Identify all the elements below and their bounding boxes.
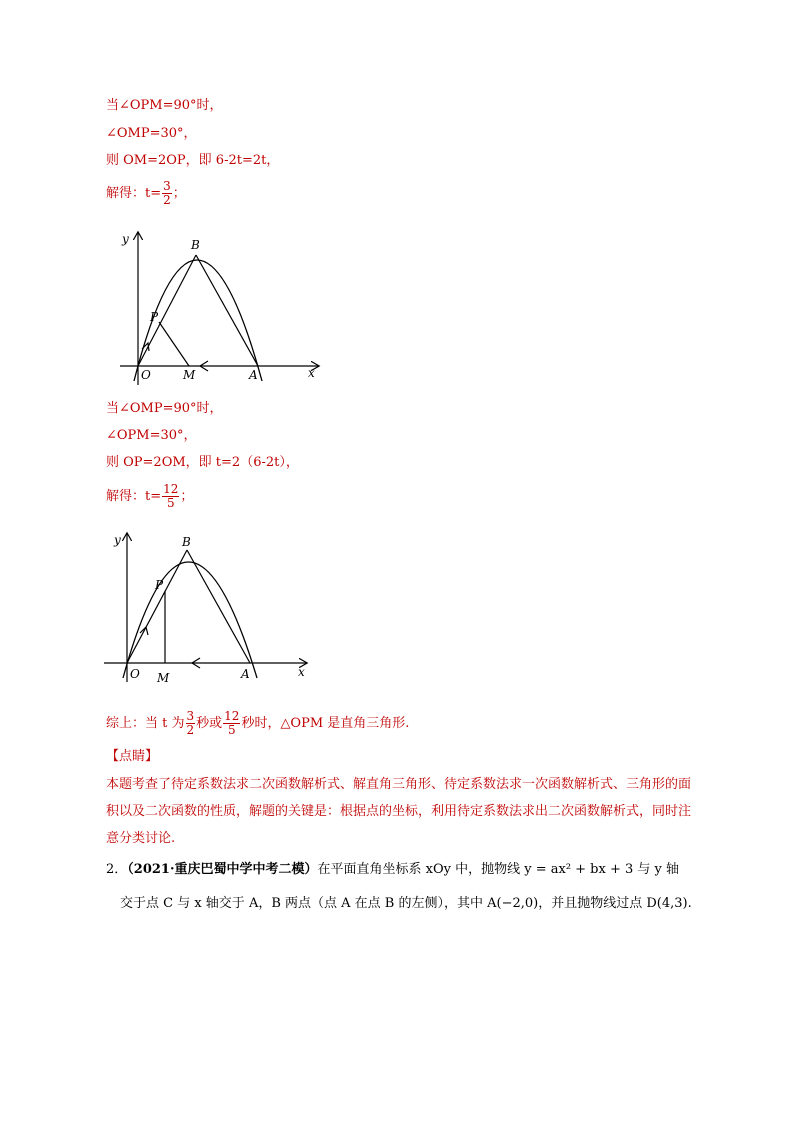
segment-BA: [187, 550, 250, 663]
case1-line2: ∠OMP=30°，: [106, 126, 197, 141]
label-A: A: [249, 368, 258, 382]
summary-prefix: 综上：当 t 为: [106, 716, 185, 731]
summary-f1-num: 3: [186, 709, 195, 723]
parabola: [123, 562, 257, 678]
label-B: B: [182, 535, 191, 549]
case2-line1: 当∠OMP=90°时，: [106, 401, 223, 416]
segment-OB: [127, 550, 187, 663]
case2-line3: 则 OP=2OM，即 t=2（6-2t），: [106, 455, 299, 470]
label-M: M: [157, 671, 170, 685]
question-number: 2．: [106, 862, 128, 877]
summary-f2-den: 5: [227, 723, 236, 737]
label-B: B: [191, 238, 200, 252]
case1-frac-den: 2: [163, 193, 171, 207]
summary-mid: 秒或: [196, 716, 223, 731]
case2-solution-suffix: ；: [180, 489, 194, 504]
segment-PM: [159, 322, 189, 366]
summary-line: [106, 710, 409, 737]
question-text-a: 在平面直角坐标系 xOy 中，抛物线 y = ax² + bx + 3 与 y 轴: [317, 862, 680, 877]
comment-body: 本题考查了待定系数法求二次函数解析式、解直角三角形、待定系数法求一次函数解析式、三角形的面积以及二次函数的性质，解题的关键是：根据点的坐标，利用待定系数法求出二次函数解析式，同时注意分类讨论.: [106, 777, 692, 846]
segment-OB: [138, 255, 196, 366]
case1-solution-prefix: 解得：t=: [106, 186, 162, 201]
summary-f1-den: 2: [186, 723, 195, 737]
comment-heading: 【点睛】: [106, 749, 159, 764]
case2-solution-prefix: 解得：t=: [106, 489, 162, 504]
label-y: y: [122, 232, 129, 246]
figure-1: [110, 225, 325, 390]
label-O: O: [130, 667, 140, 681]
summary-fraction-1: [186, 710, 196, 737]
case2-fraction: [162, 483, 179, 510]
label-P: P: [155, 578, 164, 592]
label-O: O: [141, 368, 151, 382]
label-P: P: [150, 310, 159, 324]
label-M: M: [183, 368, 196, 382]
case2-frac-den: 5: [166, 496, 175, 510]
summary-suffix: 秒时，△OPM 是直角三角形.: [241, 716, 410, 731]
case2-solution: [106, 483, 193, 510]
label-x: x: [298, 665, 305, 679]
label-y: y: [114, 533, 121, 547]
label-x: x: [308, 366, 315, 380]
summary-fraction-2: [223, 710, 240, 737]
case1-solution: [106, 180, 186, 207]
question-source: （2021·重庆巴蜀中学中考二模）: [127, 862, 318, 877]
label-A: A: [241, 667, 250, 681]
case1-line3: 则 OM=2OP，即 6-2t=2t，: [106, 153, 280, 168]
summary-f2-num: 12: [224, 709, 240, 723]
case2-line2: ∠OPM=30°，: [106, 428, 197, 443]
case1-line1: 当∠OPM=90°时，: [106, 98, 223, 113]
figure-2: [100, 530, 315, 690]
case2-frac-num: 12: [163, 482, 179, 496]
case1-solution-suffix: ；: [172, 186, 186, 201]
segment-BA: [196, 255, 258, 366]
case1-fraction: [162, 180, 172, 207]
case1-frac-num: 3: [163, 179, 171, 193]
question-text-b: 交于点 C 与 x 轴交于 A，B 两点（点 A 在点 B 的左侧），其中 A(−2,0)，并且抛物线过点 D(4,3).: [120, 896, 692, 911]
question-2: [106, 853, 716, 921]
